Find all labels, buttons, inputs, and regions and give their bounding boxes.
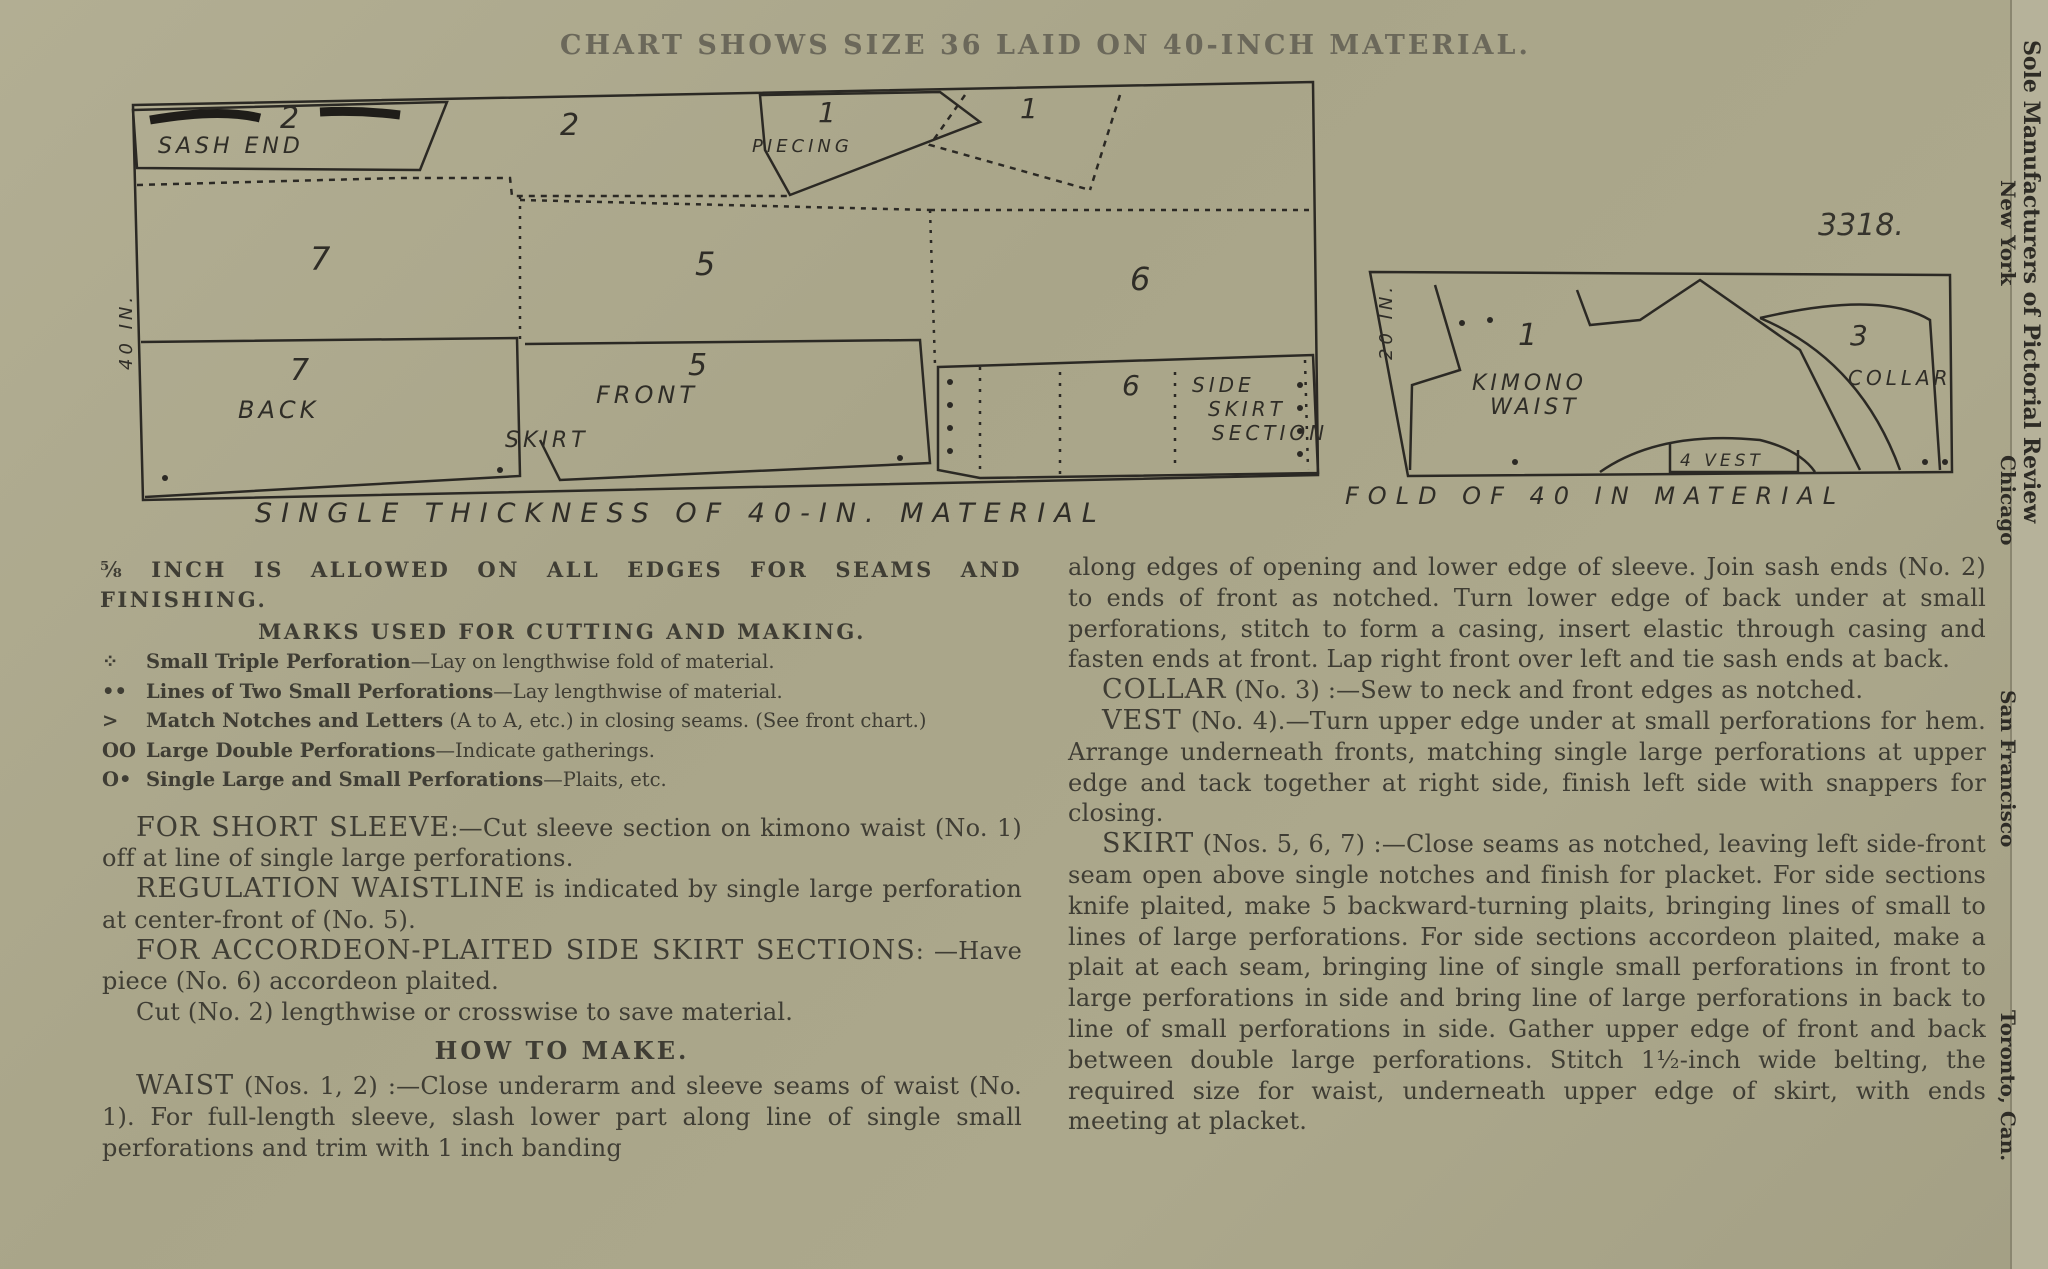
marks-legend <box>102 647 1022 795</box>
piece1-outline <box>930 95 1090 190</box>
triple-perforation-icon: ⁘ <box>102 650 119 673</box>
piece-1-label: 1 <box>1020 92 1042 125</box>
spine-city-san-francisco: San Francisco <box>1996 690 2020 848</box>
kimono-label: KIMONO <box>1472 371 1587 396</box>
seam-allowance-note: ⅝ INCH IS ALLOWED ON ALL EDGES FOR SEAMS AND FINISHING. <box>100 557 1022 612</box>
top-band-boundary <box>137 178 790 196</box>
spine-city-chicago: Chicago <box>1996 455 2020 546</box>
mark-triple-perforation: ⁘ Small Triple Perforation—Lay on lengthwise fold of material. <box>102 647 1022 677</box>
piece-7-top-label: 7 <box>310 240 335 278</box>
waist-instruction: WAIST (Nos. 1, 2) :—Close underarm and sleeve seams of waist (No. 1). For full-length sleeve, slash lower part along line of single small perforations and trim with 1 inch banding <box>102 1070 1022 1162</box>
accordeon-instruction: FOR ACCORDEON-PLAITED SIDE SKIRT SECTIONS: —Have piece (No. 6) accordeon plaited. <box>102 934 1023 996</box>
large-small-perforation-icon: O• <box>102 768 132 791</box>
front-piece-outline <box>525 340 930 480</box>
instructions-right-column <box>1068 552 1986 1137</box>
skirt-section-label: SKIRT <box>1208 397 1286 421</box>
mark-large-double-perforations: OO Large Double Perforations—Indicate gatherings. <box>102 736 1022 766</box>
side-number: 6 <box>1122 369 1144 402</box>
skirt-instruction: SKIRT (Nos. 5, 6, 7) :—Close seams as notched, leaving left side-front seam open above single notches and finish for placket. For side sections knife plaited, make 5 backward-turning plaits, bringing lines of small to lines of large perforations. For side sections accordeon plaited, make a plait at each seam, bringing line of single small perforations in front to large perforations in side and bring line of large perforations in back to line of small perforations in side. Gather upper edge of front and back between double large perforations. Stitch 1½-inch wide belting, the required size for waist, underneath upper edge of skirt, with ends meeting at placket. <box>1068 828 1986 1136</box>
front-label: FRONT <box>596 381 698 409</box>
how-to-make-heading: HOW TO MAKE. <box>434 1036 690 1066</box>
waist-instruction-continued: along edges of opening and lower edge of sleeve. Join sash ends (No. 2) to ends of front as notched. Turn lower edge of back under at small perforations, stitch to form a casing, insert elastic through casing and fasten ends at front. Lap right front over left and tie sash ends at back. <box>1068 553 1986 674</box>
back-number: 7 <box>290 353 314 388</box>
left-layout-caption: SINGLE THICKNESS OF 40-IN. MATERIAL <box>255 498 1106 529</box>
collar-instruction: COLLAR (No. 3) :—Sew to neck and front edges as notched. <box>1102 674 1864 706</box>
side-label: SIDE <box>1192 373 1255 397</box>
waist-label: WAIST <box>1490 395 1580 420</box>
two-perforations-icon: •• <box>102 679 127 703</box>
notch-icon: > <box>102 709 119 732</box>
collar-label: COLLAR <box>1848 366 1952 390</box>
back-piece-outline <box>141 338 520 497</box>
large-double-perforation-icon: OO <box>102 738 136 762</box>
piecing-label: PIECING <box>752 136 853 157</box>
kimono-outline <box>1410 285 1460 470</box>
right-width-note: 20 IN. <box>1376 282 1397 360</box>
waistline-instruction: REGULATION WAISTLINE is indicated by single large perforation at center-front of (No. 5). <box>102 873 1022 934</box>
marks-heading: MARKS USED FOR CUTTING AND MAKING. <box>258 619 866 644</box>
spine-manufacturer: Sole Manufacturers of Pictorial Review <box>2018 40 2044 524</box>
short-sleeve-instruction: FOR SHORT SLEEVE:—Cut sleeve section on kimono waist (No. 1) off at line of single large perforations. <box>102 811 1022 873</box>
vest-instruction: VEST (No. 4).—Turn upper edge under at small perforations for hem. Arrange underneath fronts, matching single large perforations at upper edge and tack together at right side, finish left side with snappers for closing. <box>1068 704 1986 828</box>
sash-number: 2 <box>280 101 304 136</box>
kimono-number: 1 <box>1518 318 1542 353</box>
piece-2-label: 2 <box>560 108 584 143</box>
chart-title: CHART SHOWS SIZE 36 LAID ON 40-INCH MATERIAL. <box>560 30 1531 61</box>
left-width-note: 40 IN. <box>116 292 137 370</box>
pattern-number: 3318. <box>1818 208 1904 243</box>
collar-number: 3 <box>1850 319 1872 352</box>
section-label: SECTION <box>1212 421 1329 445</box>
spine-city-new-york: New York <box>1996 180 2020 286</box>
front-number: 5 <box>688 348 712 383</box>
instructions-left-column <box>102 555 1022 1163</box>
sash-end-label: SASH END <box>158 134 304 159</box>
vest-label: 4 VEST <box>1680 451 1764 471</box>
mark-notches: > Match Notches and Letters (A to A, etc.) in closing seams. (See front chart.) <box>102 706 1022 736</box>
mark-two-perforations: •• Lines of Two Small Perforations—Lay lengthwise of material. <box>102 677 1022 707</box>
mark-single-large-small: O• Single Large and Small Perforations—Plaits, etc. <box>102 765 1022 795</box>
spine-city-toronto: Toronto, Can. <box>1996 1010 2020 1162</box>
back-label: BACK <box>238 396 320 424</box>
cutting-layout-diagram <box>0 0 2010 540</box>
right-layout-caption: FOLD OF 40 IN MATERIAL <box>1345 482 1846 510</box>
skirt-label: SKIRT <box>505 428 589 453</box>
piece-5-top-label: 5 <box>695 245 720 283</box>
piece-6-top-label: 6 <box>1130 260 1155 298</box>
piecing-number: 1 <box>818 96 840 129</box>
cut-note: Cut (No. 2) lengthwise or crosswise to save material. <box>136 998 794 1027</box>
